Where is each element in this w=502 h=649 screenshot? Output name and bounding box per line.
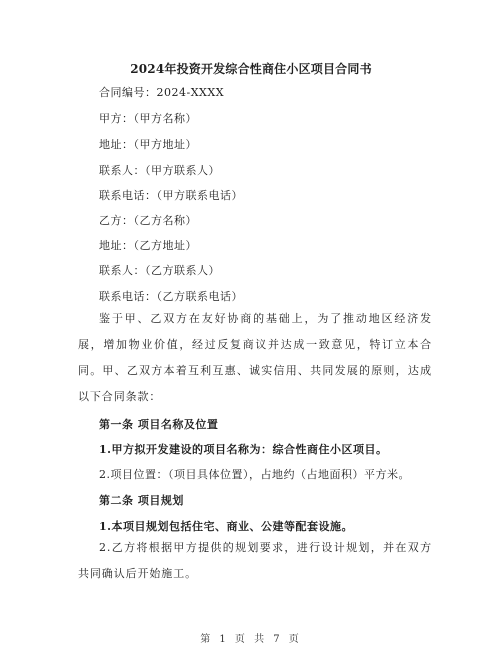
document-title: 2024年投资开发综合性商住小区项目合同书 (130, 62, 372, 76)
party-b-contact: 联系人：（乙方联系人） (99, 264, 220, 277)
party-b-phone: 联系电话：（乙方联系电话） (99, 290, 243, 303)
article1-item2: 2.项目位置：（项目具体位置），占地约（占地面积）平方米。 (99, 468, 410, 481)
article2-item2: 2.乙方将根据甲方提供的规划要求，进行设计规划，并在双方共同确认后开始施工。 (78, 541, 432, 580)
page-footer: 第 1 页 共 7 页 (200, 634, 302, 645)
party-a-address: 地址：（甲方地址） (99, 138, 197, 151)
party-a-name: 甲方：（甲方名称） (99, 112, 197, 125)
article2-item1: 1.本项目规划包括住宅、商业、公建等配套设施。 (99, 520, 353, 533)
preamble-paragraph: 鉴于甲、乙双方在友好协商的基础上，为了推动地区经济发展，增加物业价值，经过反复商议并达成一致意见，特订立本合同。甲、乙双方本着互利互惠、诚实信用、共同发展的原则，达成以下合同条款： (78, 312, 432, 403)
party-a-contact: 联系人：（甲方联系人） (99, 164, 220, 177)
article1-heading: 第一条 项目名称及位置 (99, 418, 219, 431)
article1-item1: 1.甲方拟开发建设的项目名称为：综合性商住小区项目。 (99, 443, 388, 456)
party-b-name: 乙方：（乙方名称） (99, 214, 197, 227)
party-a-phone: 联系电话：（甲方联系电话） (99, 189, 243, 202)
article2-heading: 第二条 项目规划 (99, 494, 184, 507)
contract-number: 合同编号：2024-XXXX (99, 86, 225, 99)
party-b-address: 地址：（乙方地址） (99, 239, 197, 252)
